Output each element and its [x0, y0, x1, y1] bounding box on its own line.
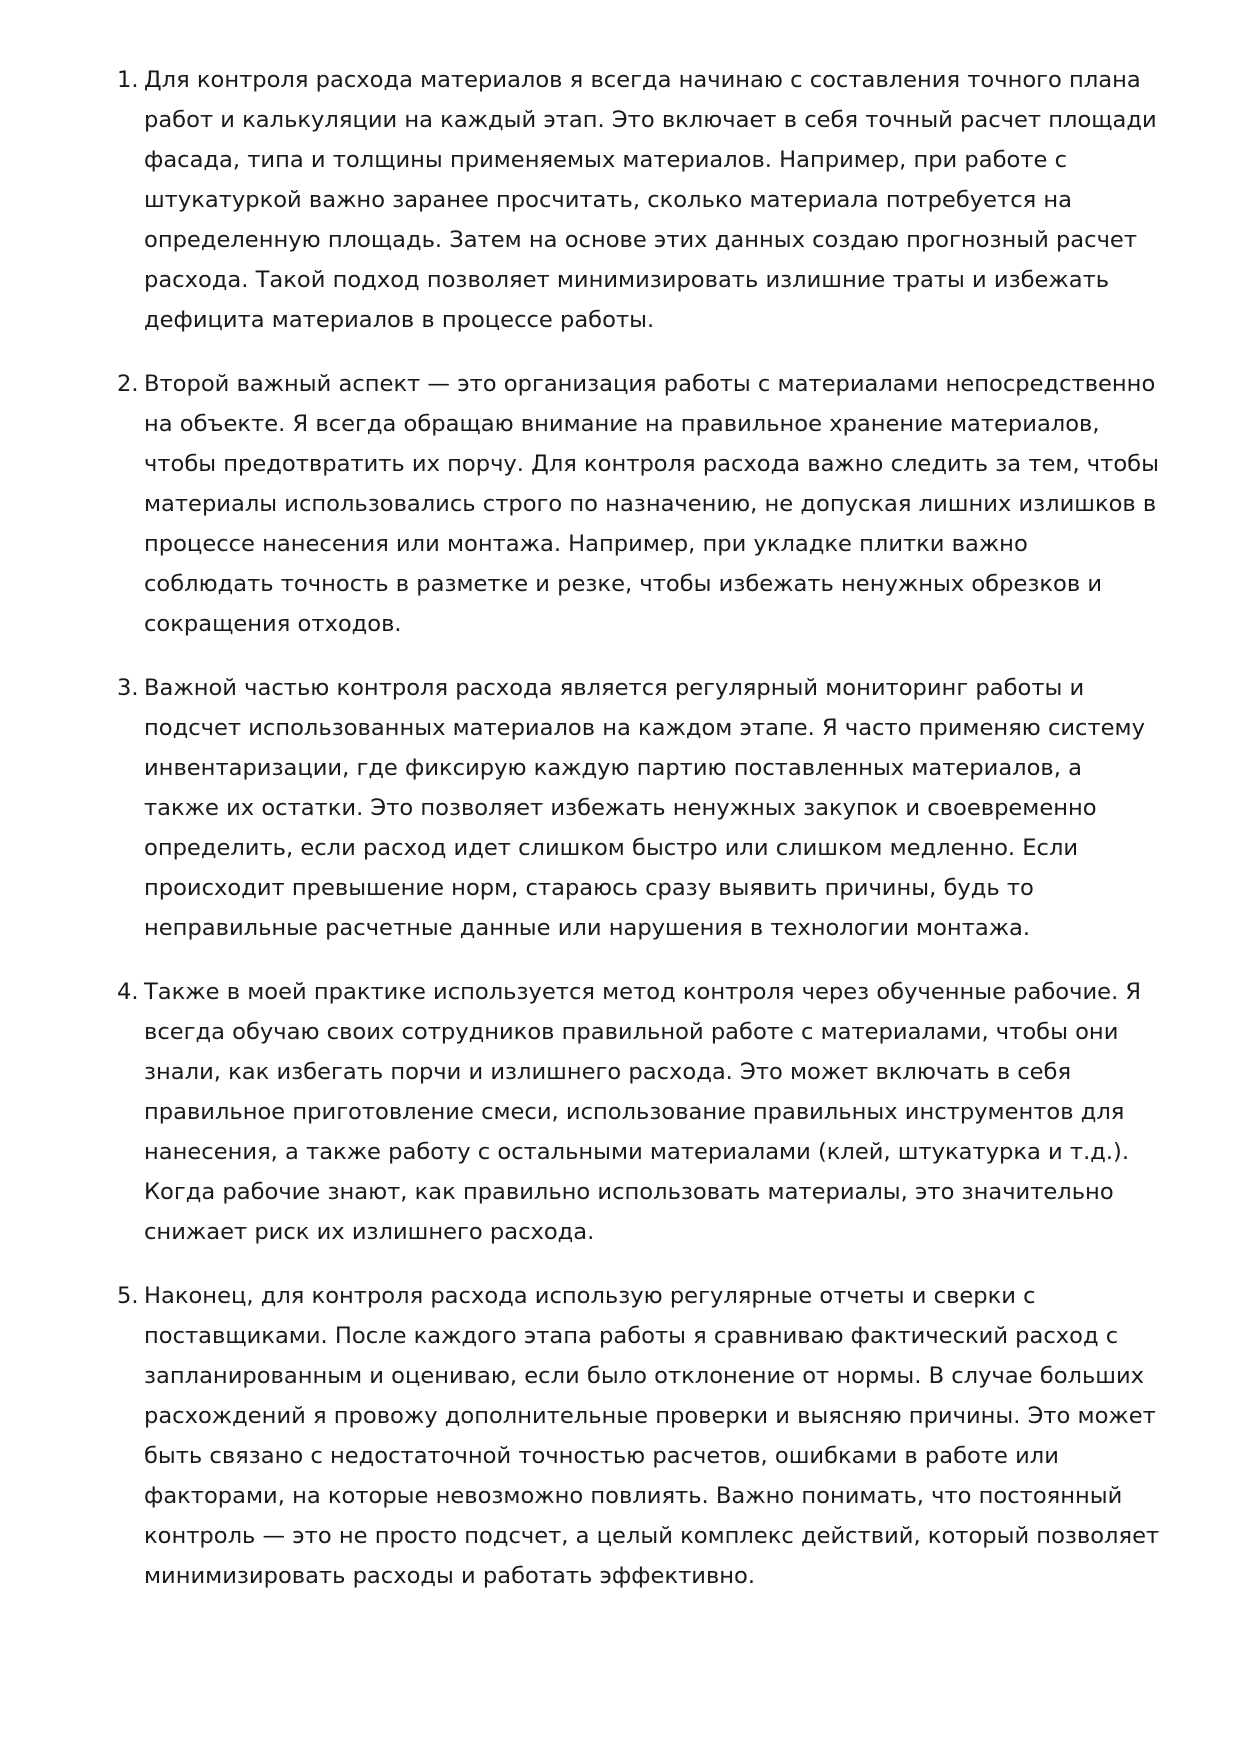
numbered-list [117, 60, 1164, 1596]
list-item-text: Важной частью контроля расхода является регулярный мониторинг работы и подсчет использованных материалов на каждом этапе. Я часто применяю систему инвентаризации, где фиксирую каждую партию поставленных материалов, а также их остатки. Это позволяет избежать ненужных закупок и своевременно определить, если расход идет слишком быстро или слишком медленно. Если происходит превышение норм, стараюсь сразу выявить причины, будь то неправильные расчетные данные или нарушения в технологии монтажа. [144, 675, 1145, 941]
list-item [117, 1276, 1164, 1596]
list-item [117, 972, 1164, 1252]
document-page [117, 60, 1164, 1620]
list-item-number: 2. [117, 371, 139, 397]
list-item-text: Также в моей практике используется метод контроля через обученные рабочие. Я всегда обучаю своих сотрудников правильной работе с материалами, чтобы они знали, как избегать порчи и излишнего расхода. Это может включать в себя правильное приготовление смеси, использование правильных инструментов для нанесения, а также работу с остальными материалами (клей, штукатурка и т.д.). Когда рабочие знают, как правильно использовать материалы, это значительно снижает риск их излишнего расхода. [144, 979, 1142, 1245]
list-item-text: Для контроля расхода материалов я всегда начинаю с составления точного плана работ и калькуляции на каждый этап. Это включает в себя точный расчет площади фасада, типа и толщины применяемых материалов. Например, при работе с штукатуркой важно заранее просчитать, сколько материала потребуется на определенную площадь. Затем на основе этих данных создаю прогнозный расчет расхода. Такой подход позволяет минимизировать излишние траты и избежать дефицита материалов в процессе работы. [144, 67, 1157, 333]
list-item [117, 364, 1164, 644]
list-item-number: 1. [117, 67, 139, 93]
list-item-number: 3. [117, 675, 139, 701]
list-item [117, 668, 1164, 948]
list-item-text: Наконец, для контроля расхода использую регулярные отчеты и сверки с поставщиками. После каждого этапа работы я сравниваю фактический расход с запланированным и оцениваю, если было отклонение от нормы. В случае больших расхождений я провожу дополнительные проверки и выясняю причины. Это может быть связано с недостаточной точностью расчетов, ошибками в работе или факторами, на которые невозможно повлиять. Важно понимать, что постоянный контроль — это не просто подсчет, а целый комплекс действий, который позволяет минимизировать расходы и работать эффективно. [144, 1283, 1160, 1589]
list-item-number: 5. [117, 1283, 139, 1309]
list-item-text: Второй важный аспект — это организация работы с материалами непосредственно на объекте. Я всегда обращаю внимание на правильное хранение материалов, чтобы предотвратить их порчу. Для контроля расхода важно следить за тем, чтобы материалы использовались строго по назначению, не допуская лишних излишков в процессе нанесения или монтажа. Например, при укладке плитки важно соблюдать точность в разметке и резке, чтобы избежать ненужных обрезков и сокращения отходов. [144, 371, 1159, 637]
list-item [117, 60, 1164, 340]
list-item-number: 4. [117, 979, 139, 1005]
